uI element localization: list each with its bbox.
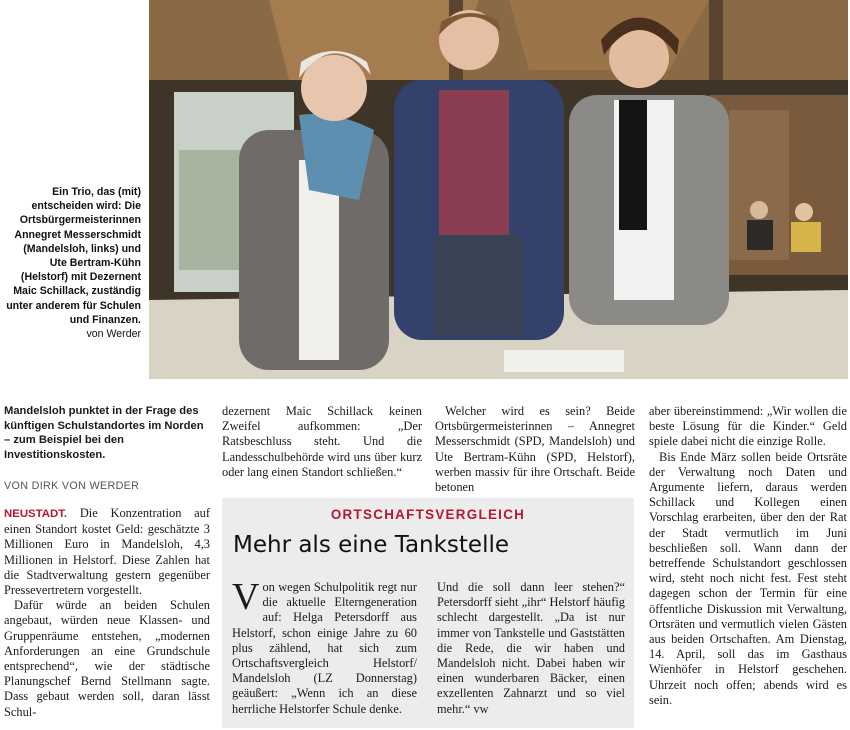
paragraph-text: Die Konzentration auf einen Standort kostet Geld: geschätzte 3 Millionen Euro in Mandelsloh, 4,3 Millionen in Helstorf. Diese Zahlen hat die Stadtverwaltung gestern gegenüber Pressevertretern vorgestellt.	[4, 506, 210, 598]
box-column-1	[232, 576, 417, 717]
paragraph: Und die soll dann leer stehen?“ Petersdorff sieht „ihr“ Helstorf häufig schlecht dargestellt. „Da ist nur immer von Tankstelle und Gaststätten die Rede, die wir haben und Mandelsloh nicht. Dabei haben wir einen wunderbaren Bäcker, einen exzellenten Zahnarzt und so viel mehr.“ vw	[437, 580, 625, 716]
sidebar-box	[222, 498, 634, 728]
article-column-1	[4, 506, 210, 720]
paragraph: Welcher wird es sein? Beide Ortsbürgermeisterinnen – Annegret Messerschmidt (SPD, Mandelsloh) und Ute Bertram-Kühn (SPD, Helstorf), werben massiv für ihre Ortschaft. Beide betonen	[435, 404, 635, 495]
photo-caption	[4, 185, 141, 341]
dateline: NEUSTADT.	[4, 508, 68, 520]
paragraph	[4, 506, 210, 598]
box-column-2	[437, 580, 625, 717]
paragraph: dezernent Maic Schillack keinen Zweifel aufkommen: „Der Ratsbeschluss steht. Und die Landesschulbehörde wird uns über kurz oder lang einen Standort schließen.“	[222, 404, 422, 479]
article-column-4	[649, 404, 847, 708]
article-photo	[149, 0, 848, 379]
caption-text: Ein Trio, das (mit) entscheiden wird: Die Ortsbürgermeisterinnen Annegret Messerschmidt (Mandelsloh, links) und Ute Bertram-Kühn (Helstorf) mit Dezernent Maic Schillack, zuständig unter anderem für Schulen und Finanzen.	[6, 186, 141, 326]
paragraph-text: on wegen Schulpolitik regt nur die aktuelle Elterngeneration auf: Helga Petersdorff aus Helstorf, schon einige Jahre zu 60 plus zählend, hat sich zum Ortschaftsvergleich Helstorf/ Mandelsloh (LZ Donnerstag) geäußert: „Wenn ich an diese herrliche Helstorfer Schule denke.	[232, 580, 417, 716]
article-column-2	[222, 404, 422, 480]
paragraph: Bis Ende März sollen beide Ortsräte der Verwaltung noch Daten und Argumente liefern, daraus werden Schillack und Kollegen einen Vorschlag erarbeiten, über den der Rat der Stadt vermutlich im Juni beschließen soll. Wann dann der betreffende Schulstandort geschlossen wird, steht noch nicht fest. Fest steht dagegen schon der Termin für eine öffentliche Diskussion mit Verwaltung, Ortsräten und vermutlich vielen Gästen aus beiden Ortschaften. Am Dienstag, 14. April, soll das im Gasthaus Wienhöfer in Helstorf geschehen. Uhrzeit noch offen; abends wird es sein.	[649, 449, 847, 707]
article-column-3	[435, 404, 635, 495]
box-kicker: ORTSCHAFTSVERGLEICH	[330, 507, 526, 522]
byline: VON DIRK VON WERDER	[4, 480, 140, 492]
article-teaser: Mandelsloh punktet in der Frage des künftigen Schulstandortes im Norden – zum Beispiel bei den Investitionskosten.	[4, 405, 204, 461]
box-headline: Mehr als eine Tankstelle	[233, 532, 510, 558]
drop-cap: V	[232, 576, 260, 618]
photo-illustration	[149, 0, 848, 379]
paragraph: Dafür würde an beiden Schulen angebaut, würden neue Klassen- und Gruppenräume entstehen, „modernen Anforderungen an eine Grundschule entsprechend“, wie der städtische Planungschef Bernd Stellmann sagte. Dass gebaut werden soll, daran lässt Schul-	[4, 598, 210, 719]
paragraph	[232, 576, 417, 717]
photo-credit: von Werder	[86, 328, 141, 341]
paragraph: aber übereinstimmend: „Wir wollen die beste Lösung für die Kinder.“ Geld spiele dabei nicht die einzige Rolle.	[649, 404, 847, 449]
